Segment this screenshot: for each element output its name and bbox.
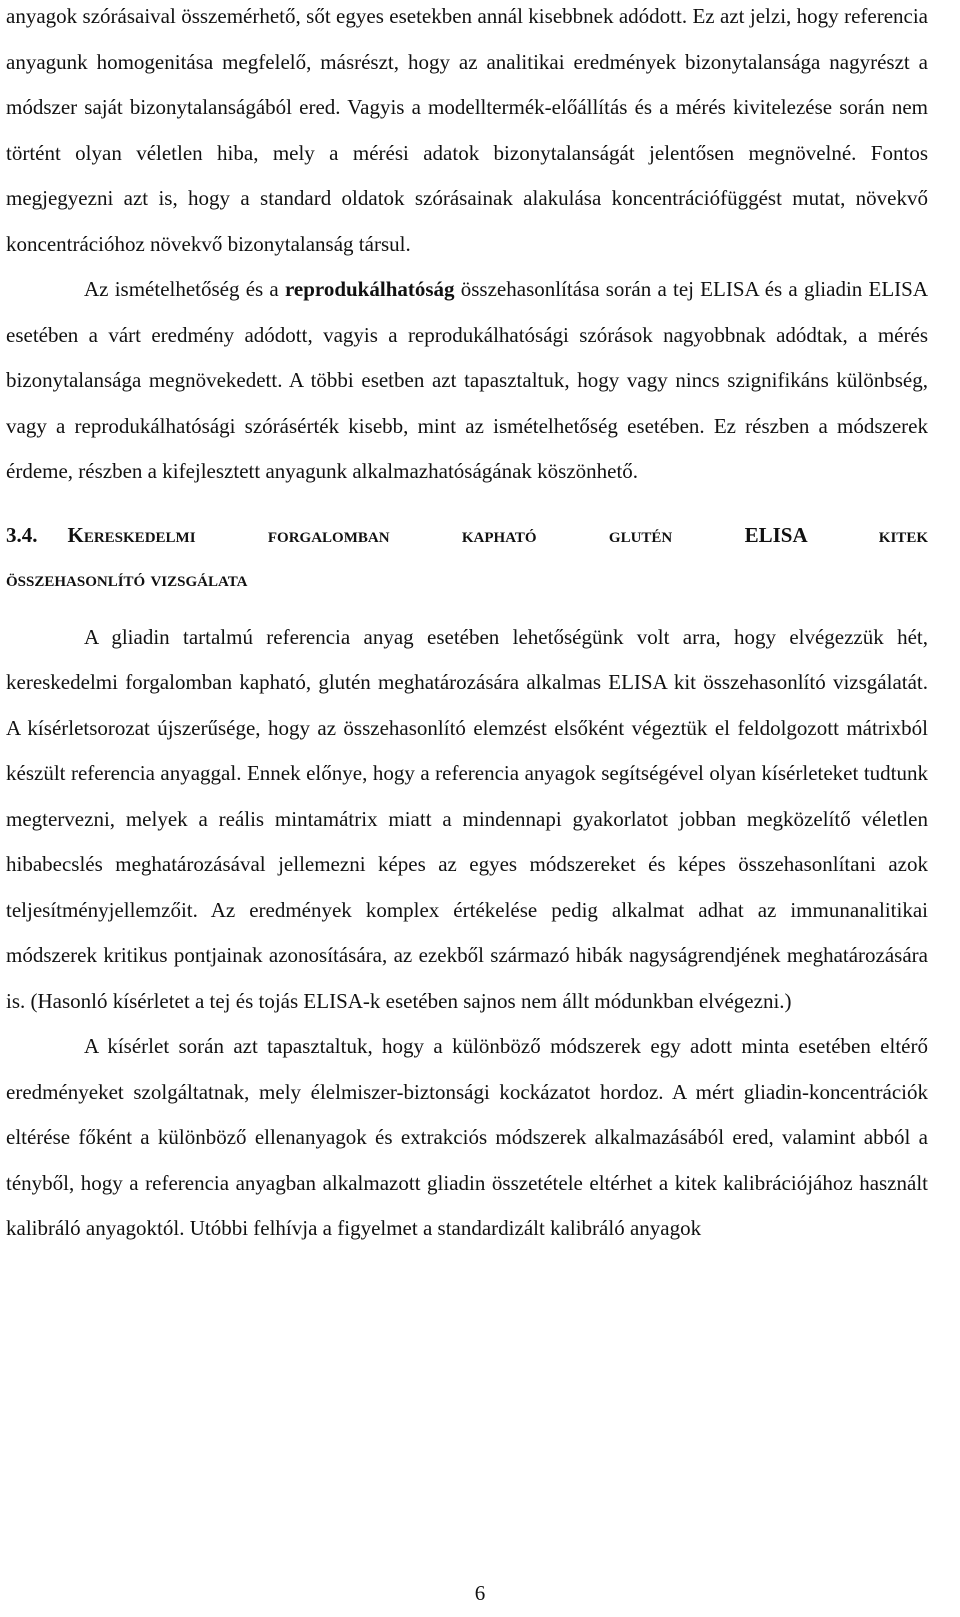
document-page bbox=[6, 0, 928, 1252]
paragraph-repeatability-reproducibility bbox=[6, 267, 928, 495]
paragraph-results-homogeneity: anyagok szórásaival összemérhető, sőt egyes esetekben annál kisebbnek adódott. Ez azt jelzi, hogy referencia anyagunk homogenitása megfelelő, másrészt, hogy az analitikai eredmények bizonytalansága nagyrészt a módszer saját bizonytalanságából ered. Vagyis a modelltermék-előállítás és a mérés kivitelezése során nem történt olyan véletlen hiba, mely a mérési adatok bizonytalanságát jelentősen megnövelné. Fontos megjegyezni azt is, hogy a standard oldatok szórásainak alakulása koncentrációfüggést mutat, növekvő koncentrációhoz növekvő bizonytalanság társul. bbox=[6, 4, 928, 256]
paragraph-text: Az ismételhetőség és a bbox=[84, 277, 285, 301]
page-number: 6 bbox=[474, 1581, 486, 1605]
section-title-line2: összehasonlító vizsgálata bbox=[6, 566, 248, 591]
paragraph-gliadin-elisa-comparison: A gliadin tartalmú referencia anyag esetében lehetőségünk volt arra, hogy elvégezzük hét, kereskedelmi forgalomban kapható, glutén meghatározására alkalmas ELISA kit összehasonlító vizsgálatát. A kísérletsorozat újszerűsége, hogy az összehasonlító elemzést elsőként végeztük el feldolgozott mátrixból készült referencia anyaggal. Ennek előnye, hogy a referencia anyagok segítségével olyan kísérleteket tudtunk megtervezni, melyek a reális mintamátrix miatt a mindennapi gyakorlatot jobban megközelítő véletlen hibabecslés meghatározásával jellemezni képes az egyes módszereket és képes összehasonlítani azok teljesítményjellemzőit. Az eredmények komplex értékelése pedig alkalmat adhat az immunanalitikai módszerek kritikus pontjainak azonosítására, az ezekből származó hibák nagyságrendjének meghatározására is. (Hasonló kísérletet a tej és tojás ELISA-k esetében sajnos nem állt módunkban elvégezni.) bbox=[6, 624, 928, 1013]
bold-term: reprodukálhatóság bbox=[284, 277, 455, 301]
section-heading bbox=[6, 513, 928, 557]
section-title-line1: Kereskedelmi forgalomban kapható glutén ELISA kitek bbox=[67, 522, 928, 547]
paragraph-text: összehasonlítása során a tej ELISA és a gliadin ELISA esetében a várt eredmény adódott, vagyis a reprodukálhatósági szórások nagyobbnak adódtak, a mérés bizonytalansága megnövekedett. A többi esetben azt tapasztaltuk, hogy vagy nincs szignifikáns különbség, vagy a reprodukálhatósági szórásérték kisebb, mint az ismételhetőség esetében. Ez részben a módszerek érdeme, részben a kifejlesztett anyagunk alkalmazhatóságának köszönhető. bbox=[6, 277, 928, 483]
paragraph-experiment-findings: A kísérlet során azt tapasztaltuk, hogy a különböző módszerek egy adott minta esetében eltérő eredményeket szolgáltatnak, mely élelmiszer-biztonsági kockázatot hordoz. A mért gliadin-koncentrációk eltérése főként a különböző ellenanyagok és extrakciós módszerek alkalmazásából ered, valamint abból a tényből, hogy a referencia anyagban alkalmazott gliadin összetétele eltérhet a kitek kalibrációjához használt kalibráló anyagoktól. Utóbbi felhívja a figyelmet a standardizált kalibráló anyagok bbox=[6, 1034, 928, 1240]
section-number: 3.4. bbox=[6, 522, 38, 547]
